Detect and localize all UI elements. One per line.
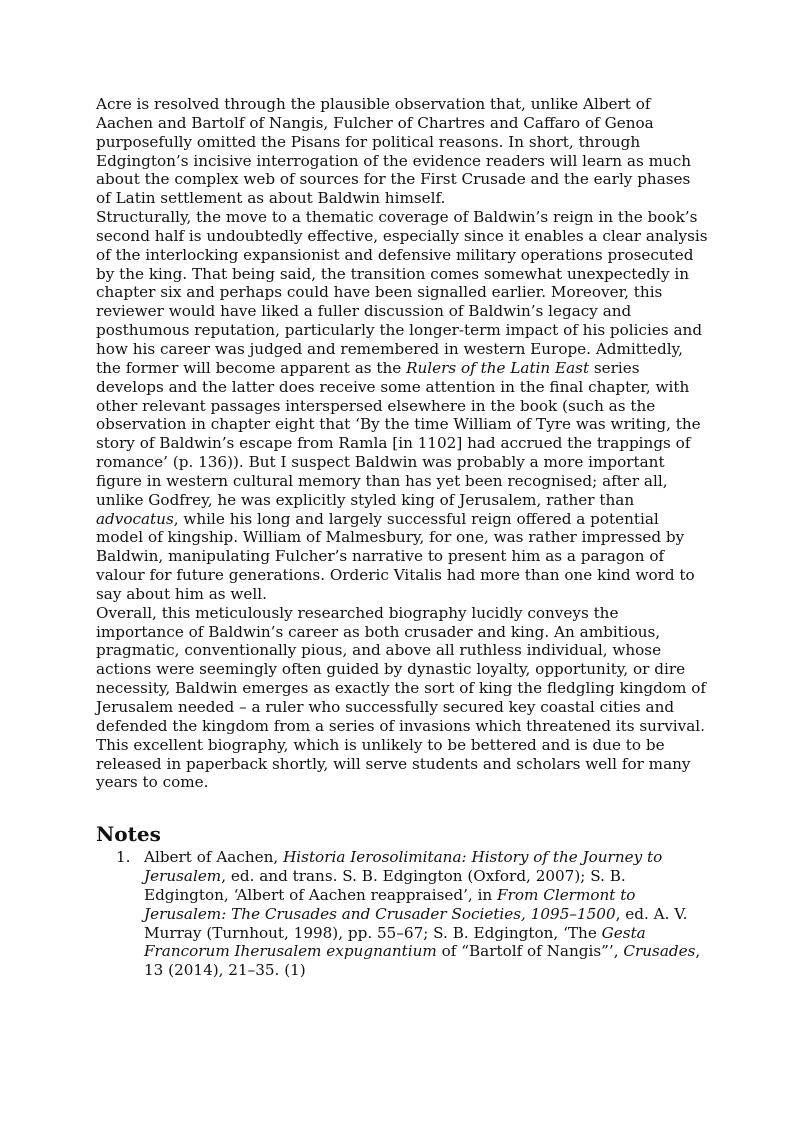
italic-text: Crusades <box>623 942 696 961</box>
notes-list <box>96 848 708 980</box>
italic-text: Gesta Francorum Iherusalem expugnantium <box>144 923 646 961</box>
document-page <box>96 95 708 980</box>
note-text <box>144 848 700 979</box>
paragraph <box>96 604 708 792</box>
italic-text: Rulers of the Latin East <box>406 358 590 377</box>
text-segment: Structurally, the move to a thematic coverage of Baldwin’s reign in the book’s second half is undoubtedly effective, especially since it enables a clear analysis of the interlocking expansionist and defensive military operations prosecuted by the king. That being said, the transition comes somewhat unexpectedly in chapter six and perhaps could have been signalled earlier. Moreover, this reviewer would have liked a fuller discussion of Baldwin’s legacy and posthumous reputation, particularly the longer-term impact of his policies and how his career was judged and remembered in western Europe. Admittedly, the former will become apparent as the <box>96 208 708 377</box>
text-segment: , 13 (2014), 21–35. (1) <box>144 942 701 980</box>
italic-text: From Clermont to Jerusalem: The Crusades and Crusader Societies, 1095–1500 <box>144 885 636 923</box>
text-segment: , while his long and largely successful reign offered a potential model of kingship. William of Malmesbury, for one, was rather impressed by Baldwin, manipulating Fulcher’s narrative to present him as a paragon of valour for future generations. Orderic Vitalis had more than one kind word to say about him as well. <box>96 509 695 603</box>
text-segment: Acre is resolved through the plausible observation that, unlike Albert of Aachen and Bartolf of Nangis, Fulcher of Chartres and Caffaro of Genoa purposefully omitted the Pisans for political reasons. In short, through Edgington’s incisive interrogation of the evidence readers will learn as much about the complex web of sources for the First Crusade and the early phases of Latin settlement as about Baldwin himself. <box>96 95 692 208</box>
text-segment: , ed. A. V. Murray (Turnhout, 1998), pp. 55–67; S. B. Edgington, ‘The <box>144 904 688 942</box>
text-segment: of “Bartolf of Nangis”’, <box>436 942 624 961</box>
italic-text: Historia Ierosolimitana: History of the Journey to Jerusalem <box>144 848 663 886</box>
italic-text: advocatus <box>96 509 174 528</box>
paragraph <box>96 208 708 604</box>
text-segment: Overall, this meticulously researched biography lucidly conveys the importance of Baldwin’s career as both crusader and king. An ambitious, pragmatic, conventionally pious, and above all ruthless individual, whose actions were seemingly often guided by dynastic loyalty, opportunity, or dire necessity, Baldwin emerges as exactly the sort of king the fledgling kingdom of Jerusalem needed – a ruler who successfully secured key coastal cities and defended the kingdom from a series of invasions which threatened its survival. This excellent biography, which is unlikely to be bettered and is due to be released in paperback shortly, will serve students and scholars well for many years to come. <box>96 603 706 792</box>
text-segment: , ed. and trans. S. B. Edgington (Oxford, 2007); S. B. Edgington, ‘Albert of Aachen reappraised’, in <box>144 867 626 904</box>
note-item <box>96 848 708 980</box>
note-number: 1. <box>116 848 131 867</box>
text-segment: Albert of Aachen, <box>144 848 284 867</box>
paragraph <box>96 95 708 208</box>
text-segment: series develops and the latter does receive some attention in the final chapter, with other relevant passages interspersed elsewhere in the book (such as the observation in chapter eight that ‘By the time William of Tyre was writing, the story of Baldwin’s escape from Ramla [in 1102] had accrued the trappings of romance’ (p. 136)). But I suspect Baldwin was probably a more important figure in western cultural memory than has yet been recognised; after all, unlike Godfrey, he was explicitly styled king of Jerusalem, rather than <box>96 358 701 509</box>
notes-heading: Notes <box>96 822 161 847</box>
